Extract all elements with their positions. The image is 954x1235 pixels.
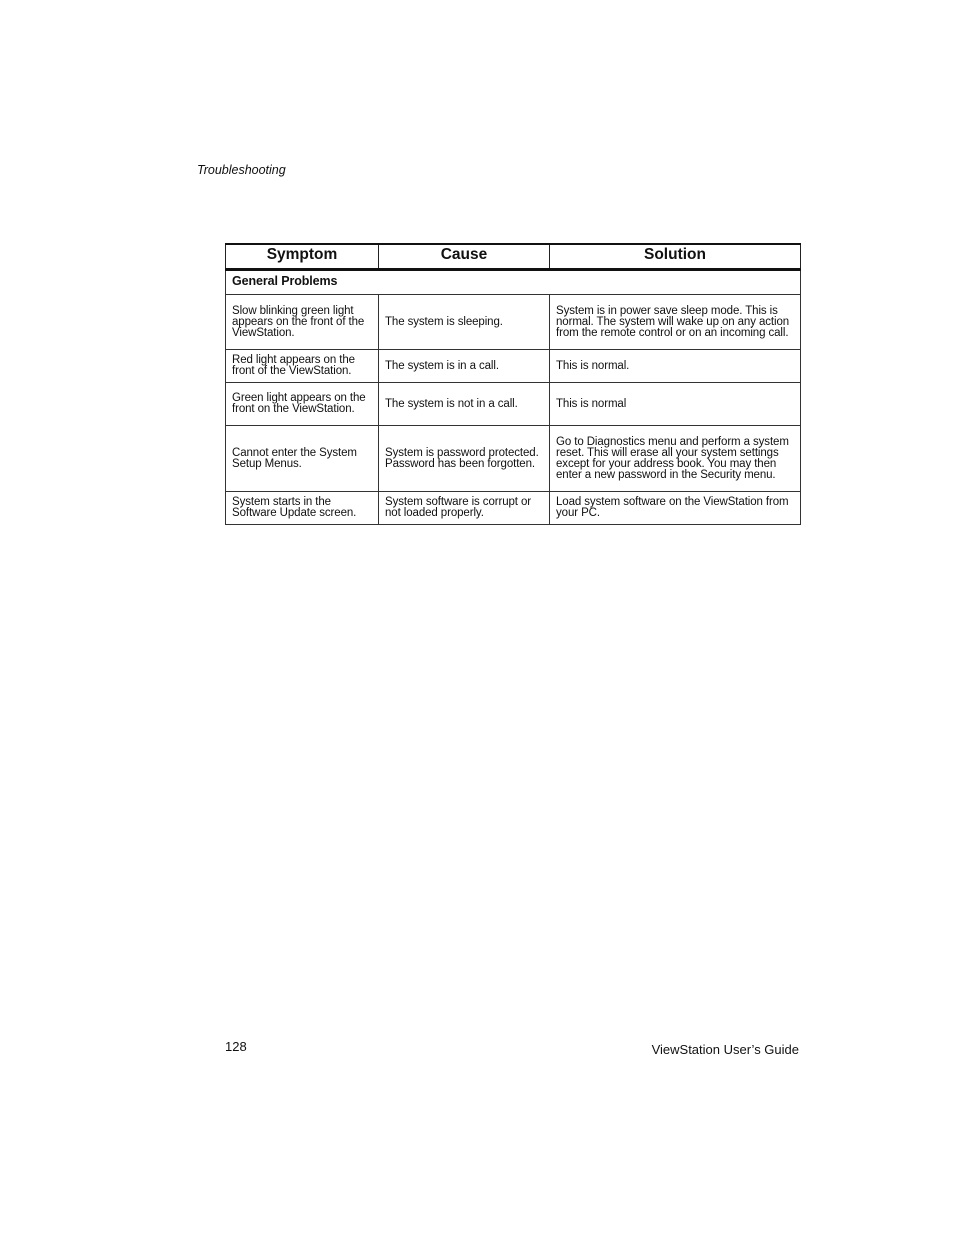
cause-cell: The system is not in a call.: [379, 383, 550, 426]
column-header-symptom: Symptom: [226, 244, 379, 270]
symptom-cell: Red light appears on the front of the ViewStation.: [226, 350, 379, 383]
table-row: [226, 492, 801, 525]
cause-cell: The system is sleeping.: [379, 295, 550, 350]
column-header-solution: Solution: [550, 244, 801, 270]
column-header-cause: Cause: [379, 244, 550, 270]
solution-cell: System is in power save sleep mode. This is normal. The system will wake up on any action from the remote control or on an incoming call.: [550, 295, 801, 350]
symptom-cell: Green light appears on the front on the ViewStation.: [226, 383, 379, 426]
table-row: [226, 426, 801, 492]
symptom-cell: Slow blinking green light appears on the front of the ViewStation.: [226, 295, 379, 350]
table-row: [226, 350, 801, 383]
solution-cell: This is normal: [550, 383, 801, 426]
table-header-row: [226, 244, 801, 270]
page-number: 128: [225, 1039, 247, 1054]
symptom-cell: System starts in the Software Update screen.: [226, 492, 379, 525]
cause-cell: The system is in a call.: [379, 350, 550, 383]
solution-cell: Load system software on the ViewStation from your PC.: [550, 492, 801, 525]
solution-cell: Go to Diagnostics menu and perform a system reset. This will erase all your system settings except for your address book. You may then enter a new password in the Security menu.: [550, 426, 801, 492]
group-title: General Problems: [226, 270, 801, 295]
guide-title: ViewStation User’s Guide: [651, 1042, 799, 1057]
cause-cell: System is password protected. Password has been forgotten.: [379, 426, 550, 492]
table-group-row: [226, 270, 801, 295]
solution-cell: This is normal.: [550, 350, 801, 383]
table-row: [226, 383, 801, 426]
symptom-cell: Cannot enter the System Setup Menus.: [226, 426, 379, 492]
troubleshooting-table: [225, 243, 801, 525]
running-header: Troubleshooting: [197, 163, 286, 177]
cause-cell: System software is corrupt or not loaded properly.: [379, 492, 550, 525]
table-row: [226, 295, 801, 350]
